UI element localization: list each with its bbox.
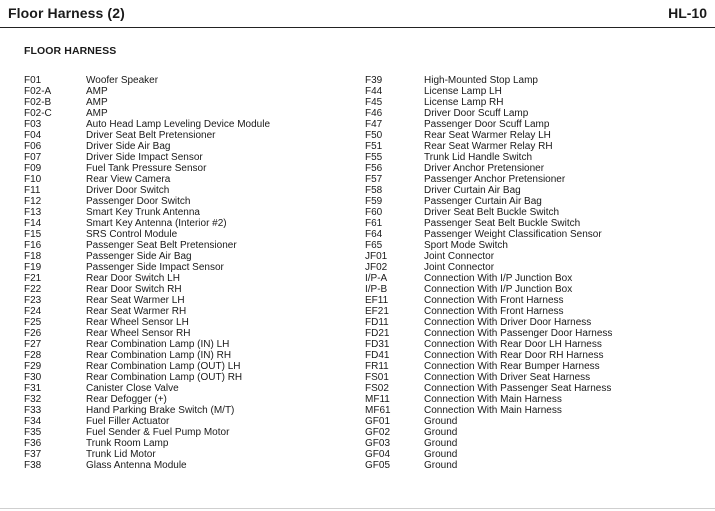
connector-code: JF02 [365,262,388,273]
connector-description: AMP [86,86,108,97]
connector-code: F12 [24,196,42,207]
connector-description: Joint Connector [424,251,495,262]
connector-description: AMP [86,108,108,119]
page-header [0,0,715,28]
connector-code: F03 [24,119,42,130]
connector-code: FS02 [365,383,389,394]
connector-code: F65 [365,240,383,251]
connector-code: F19 [24,262,42,273]
connector-code: JF01 [365,251,388,262]
connector-code: F01 [24,75,42,86]
connector-code: F21 [24,273,42,284]
connector-code: F11 [24,185,41,196]
connector-description: Rear Combination Lamp (IN) LH [86,339,230,350]
section-title: FLOOR HARNESS [24,45,117,57]
connector-code: F57 [365,174,383,185]
connector-description: Ground [424,460,458,471]
connector-description: AMP [86,97,108,108]
connector-description: Rear View Camera [86,174,171,185]
connector-code: F10 [24,174,42,185]
connector-description: Smart Key Trunk Antenna [86,207,200,218]
connector-code: F18 [24,251,42,262]
connector-code: GF03 [365,438,391,449]
page-title: Floor Harness (2) [8,5,125,21]
connector-description: Ground [424,427,458,438]
connector-code: F27 [24,339,42,350]
connector-description: Woofer Speaker [86,75,159,86]
connector-code: F39 [365,75,383,86]
connector-description: Connection With I/P Junction Box [424,273,573,284]
connector-code: GF02 [365,427,391,438]
connector-code: MF61 [365,405,391,416]
connector-description: Driver Side Air Bag [86,141,171,152]
connector-description: Driver Side Impact Sensor [86,152,203,163]
connector-description: Trunk Room Lamp [86,438,169,449]
connector-description: Passenger Curtain Air Bag [424,196,542,207]
connector-code: F46 [365,108,383,119]
connector-description: Rear Combination Lamp (IN) RH [86,350,232,361]
connector-description: Driver Door Scuff Lamp [424,108,529,119]
connector-description: Passenger Door Scuff Lamp [424,119,550,130]
connector-description: Trunk Lid Handle Switch [424,152,533,163]
connector-code: F38 [24,460,42,471]
connector-code: F56 [365,163,383,174]
connector-description: SRS Control Module [86,229,178,240]
connector-code: F60 [365,207,383,218]
connector-code: FR11 [365,361,389,372]
connector-description: Rear Seat Warmer LH [86,295,185,306]
connector-description: Sport Mode Switch [424,240,508,251]
connector-description: Driver Curtain Air Bag [424,185,521,196]
connector-code: F14 [24,218,42,229]
connector-code: F64 [365,229,383,240]
connector-description: Driver Seat Belt Buckle Switch [424,207,560,218]
connector-description: Connection With Rear Door RH Harness [424,350,604,361]
connector-description: Ground [424,416,458,427]
connector-description: Connection With Rear Door LH Harness [424,339,602,350]
connector-code: FS01 [365,372,389,383]
connector-description: Rear Wheel Sensor RH [86,328,191,339]
connector-description: License Lamp RH [424,97,504,108]
connector-description: Connection With Main Harness [424,405,562,416]
connector-description: Rear Defogger (+) [86,394,167,405]
connector-code: F37 [24,449,42,460]
connector-code: F07 [24,152,42,163]
connector-description: Passenger Anchor Pretensioner [424,174,566,185]
connector-description: Passenger Side Impact Sensor [86,262,224,273]
connector-description: Rear Door Switch LH [86,273,180,284]
connector-code: F35 [24,427,42,438]
connector-description: Joint Connector [424,262,495,273]
connector-description: Rear Seat Warmer Relay RH [424,141,553,152]
connector-description: Canister Close Valve [86,383,179,394]
connector-description: Ground [424,449,458,460]
connector-code: EF11 [365,295,389,306]
connector-code: FD41 [365,350,390,361]
connector-description: Rear Combination Lamp (OUT) LH [86,361,241,372]
connector-code: F16 [24,240,42,251]
connector-description: Auto Head Lamp Leveling Device Module [86,119,270,130]
connector-code: F32 [24,394,42,405]
connector-code: F04 [24,130,42,141]
connector-description: Passenger Side Air Bag [86,251,192,262]
connector-code: F02-B [24,97,52,108]
connector-description: High-Mounted Stop Lamp [424,75,538,86]
connector-code: F02-A [24,86,52,97]
connector-code: F58 [365,185,383,196]
connector-code: F22 [24,284,42,295]
bottom-divider [0,508,715,509]
connector-code: F34 [24,416,42,427]
connector-code: F06 [24,141,42,152]
connector-code: F44 [365,86,383,97]
connector-description: Rear Door Switch RH [86,284,182,295]
connector-description: Passenger Seat Belt Pretensioner [86,240,237,251]
connector-code: F33 [24,405,42,416]
connector-description: Fuel Tank Pressure Sensor [86,163,207,174]
connector-code: FD11 [365,317,389,328]
connector-code: F47 [365,119,383,130]
connector-code: GF01 [365,416,391,427]
connector-code: F29 [24,361,42,372]
connector-code: F23 [24,295,42,306]
connector-description: Connection With Main Harness [424,394,562,405]
connector-description: Ground [424,438,458,449]
connector-code: F24 [24,306,42,317]
connector-code: EF21 [365,306,389,317]
connector-code: F50 [365,130,383,141]
connector-description: Hand Parking Brake Switch (M/T) [86,405,235,416]
connector-code: F31 [24,383,42,394]
connector-code: F55 [365,152,383,163]
connector-code: F59 [365,196,383,207]
connector-description: Passenger Weight Classification Sensor [424,229,602,240]
connector-description: Connection With I/P Junction Box [424,284,573,295]
connector-description: Connection With Driver Door Harness [424,317,592,328]
connector-code: F09 [24,163,42,174]
connector-description: Connection With Front Harness [424,306,564,317]
connector-code: F28 [24,350,42,361]
connector-description: Passenger Door Switch [86,196,191,207]
connector-description: Rear Seat Warmer Relay LH [424,130,551,141]
connector-description: Fuel Filler Actuator [86,416,170,427]
connector-description: Driver Anchor Pretensioner [424,163,545,174]
connector-description: Connection With Driver Seat Harness [424,372,591,383]
connector-code: GF05 [365,460,391,471]
connector-description: Trunk Lid Motor [86,449,156,460]
connector-description: Connection With Rear Bumper Harness [424,361,600,372]
connector-code: I/P-A [365,273,388,284]
connector-code: F61 [365,218,383,229]
connector-code: MF11 [365,394,390,405]
connector-code: I/P-B [365,284,388,295]
connector-description: Driver Door Switch [86,185,170,196]
connector-description: Driver Seat Belt Pretensioner [86,130,216,141]
connector-description: Connection With Passenger Seat Harness [424,383,612,394]
connector-code: FD21 [365,328,390,339]
connector-code: F36 [24,438,42,449]
connector-code: F51 [365,141,383,152]
connector-description: Connection With Front Harness [424,295,564,306]
connector-code: F25 [24,317,42,328]
connector-description: Connection With Passenger Door Harness [424,328,613,339]
connector-description: Fuel Sender & Fuel Pump Motor [86,427,230,438]
connector-code: F13 [24,207,42,218]
connector-description: Rear Seat Warmer RH [86,306,187,317]
connector-code: F45 [365,97,383,108]
connector-description: Smart Key Antenna (Interior #2) [86,218,227,229]
connector-description: License Lamp LH [424,86,502,97]
connector-code: GF04 [365,449,391,460]
connector-code: F02-C [24,108,52,119]
connector-code: F26 [24,328,42,339]
connector-description: Rear Combination Lamp (OUT) RH [86,372,243,383]
connector-description: Glass Antenna Module [86,460,187,471]
connector-description: Passenger Seat Belt Buckle Switch [424,218,581,229]
page-code: HL-10 [668,5,707,21]
connector-code: FD31 [365,339,390,350]
connector-code: F15 [24,229,42,240]
connector-code: F30 [24,372,42,383]
connector-description: Rear Wheel Sensor LH [86,317,189,328]
